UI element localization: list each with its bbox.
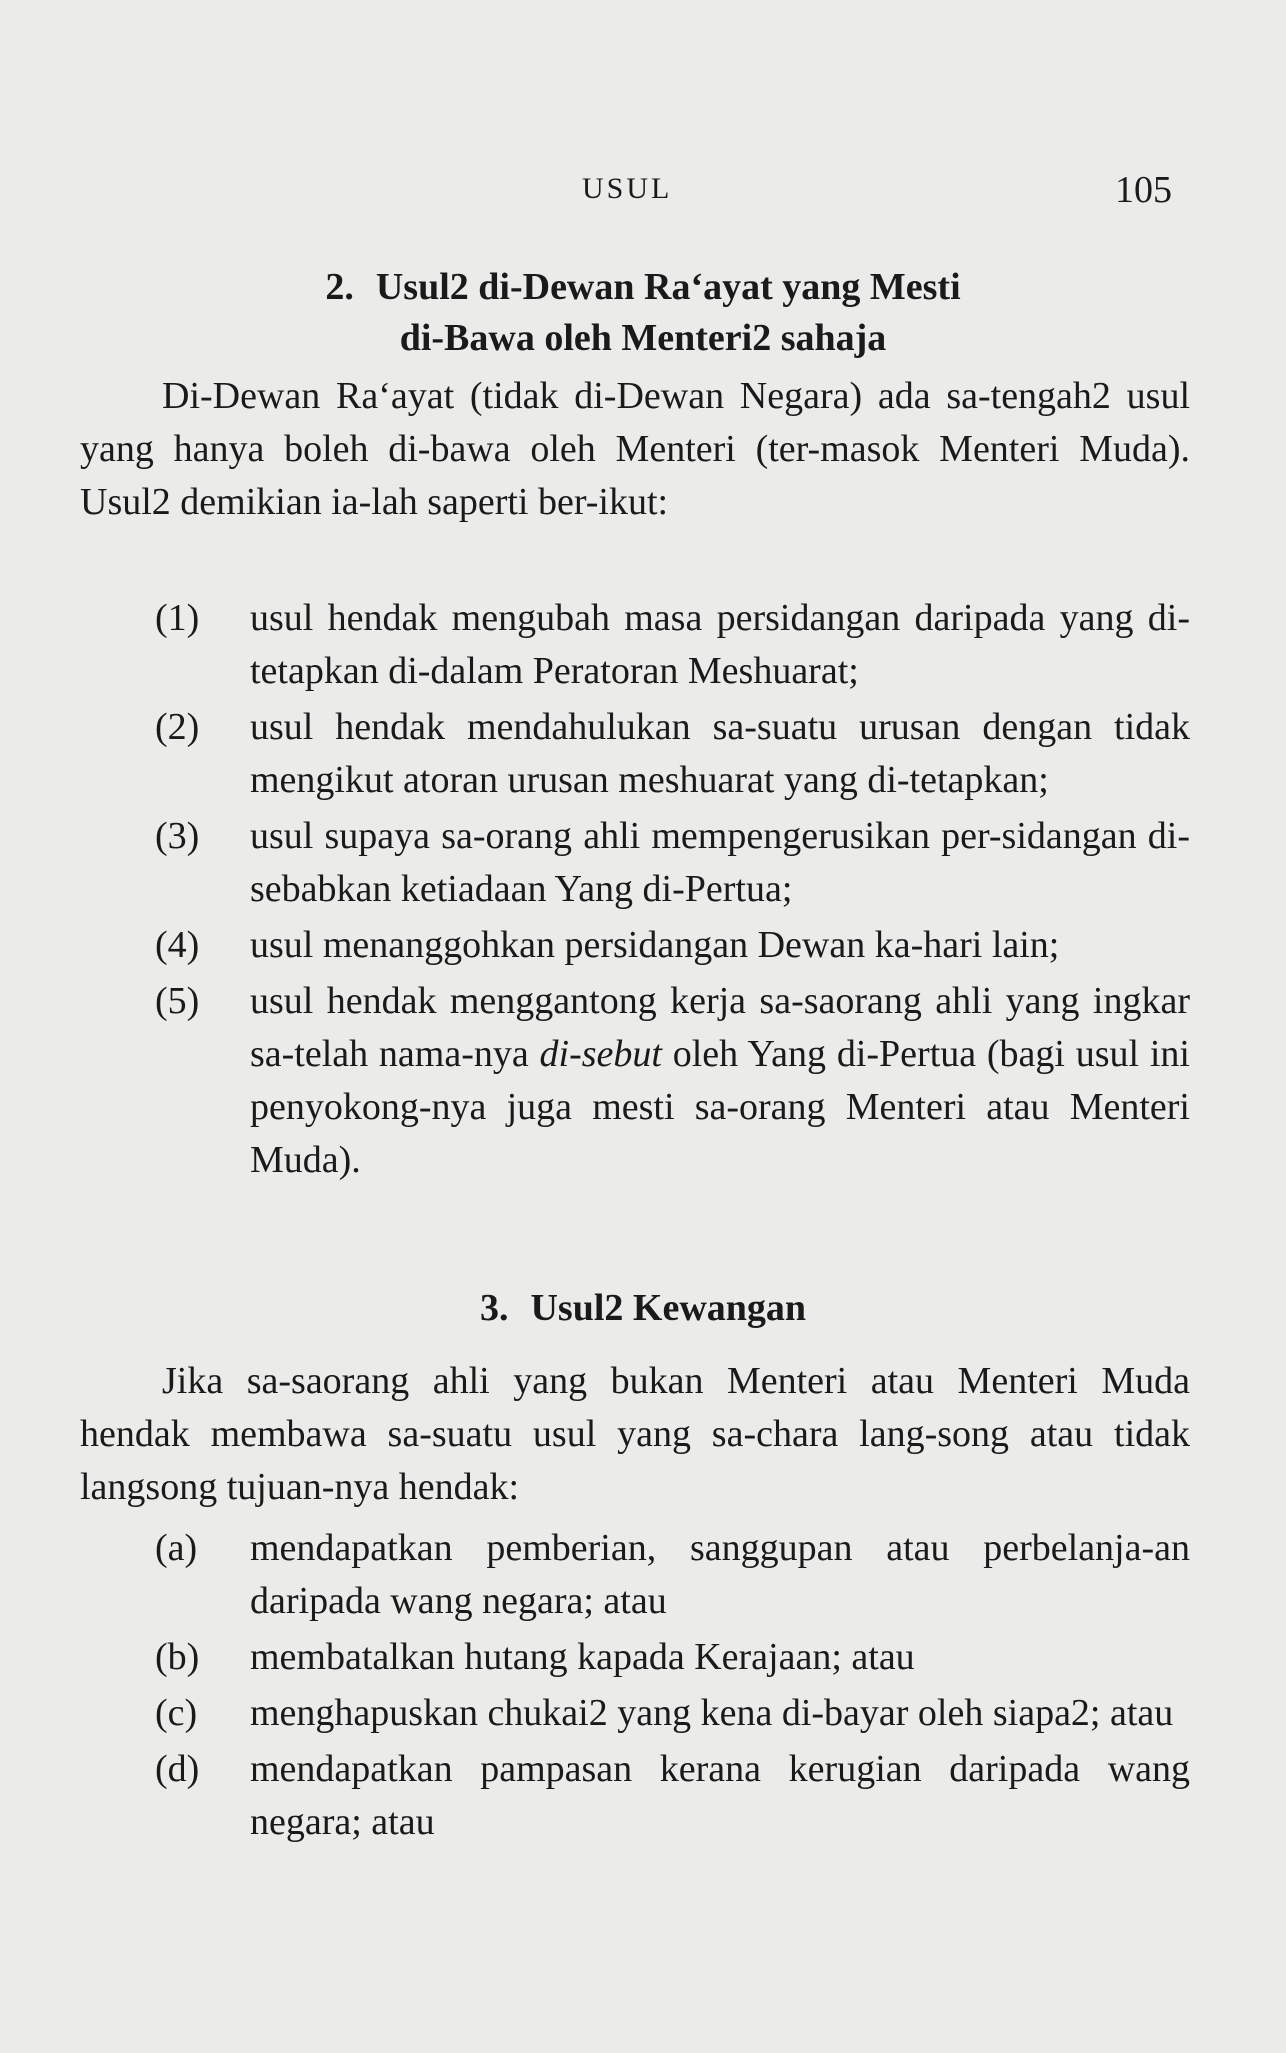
list-item-text: mendapatkan pemberian, sanggupan atau perbelanja-an daripada wang negara; atau (250, 1527, 1190, 1622)
section-3-number: 3. (479, 1287, 509, 1329)
list-item-italic-term: di-sebut (539, 1033, 662, 1075)
list-item-text: membatalkan hutang kapada Kerajaan; atau (250, 1636, 915, 1678)
list-item-marker: (5) (155, 980, 200, 1022)
list-item (155, 975, 1190, 1187)
list-item (155, 1687, 1190, 1740)
section-3-title: Usul2 Kewangan (530, 1287, 807, 1329)
section-2-title-line-2: di-Bawa oleh Menteri2 sahaja (399, 317, 887, 359)
section-2-heading-line-2 (0, 313, 1286, 364)
list-item-text-start: usul hendak menggantong kerja sa-saorang ahli yang ingkar sa-telah nama-nya (250, 980, 1190, 1075)
list-item-marker: (4) (155, 924, 200, 966)
list-item-text: usul supaya sa-orang ahli mempengerusikan per-sidangan di-sebabkan ketiadaan Yang di-Pertua; (250, 815, 1190, 910)
section-2-list (155, 592, 1190, 1190)
page-number: 105 (1115, 169, 1172, 211)
running-head (0, 168, 1286, 211)
section-2-number: 2. (325, 266, 354, 308)
section-2-intro: Di-Dewan Ra‘ayat (tidak di-Dewan Negara) ada sa-tengah2 usul yang hanya boleh di-bawa oleh Menteri (ter-masok Menteri Muda). Usul2 demikian ia-lah saperti ber-ikut: (80, 375, 1190, 523)
section-3-intro: Jika sa-saorang ahli yang bukan Menteri atau Menteri Muda hendak membawa sa-suatu usul yang sa-chara lang-song atau tidak langsong tujuan-nya hendak: (80, 1360, 1190, 1508)
list-item-marker: (c) (155, 1692, 198, 1734)
section-2-title-line-1: Usul2 di-Dewan Ra‘ayat yang Mesti (375, 266, 961, 308)
list-item (155, 1743, 1190, 1849)
list-item (155, 1631, 1190, 1684)
list-item-text: mendapatkan pampasan kerana kerugian daripada wang negara; atau (250, 1748, 1190, 1843)
running-title: USUL (582, 172, 673, 205)
list-item (155, 592, 1190, 698)
list-item (155, 1522, 1190, 1628)
list-item-marker: (b) (155, 1636, 200, 1678)
list-item-text: menghapuskan chukai2 yang kena di-bayar oleh siapa2; atau (250, 1692, 1174, 1734)
list-item-marker: (2) (155, 706, 200, 748)
section-2-heading-line-1 (0, 262, 1286, 313)
list-item-marker: (a) (155, 1527, 198, 1569)
list-item-text: usul menanggohkan persidangan Dewan ka-hari lain; (250, 924, 1060, 966)
list-item-marker: (d) (155, 1748, 200, 1790)
section-3-list (155, 1522, 1190, 1852)
list-item-text: usul hendak mengubah masa persidangan daripada yang di-tetapkan di-dalam Peratoran Meshuarat; (250, 597, 1190, 692)
list-item (155, 701, 1190, 807)
list-item-marker: (3) (155, 815, 200, 857)
list-item-marker: (1) (155, 597, 200, 639)
list-item-text: usul hendak mendahulukan sa-suatu urusan dengan tidak mengikut atoran urusan meshuarat yang di-tetapkan; (250, 706, 1190, 801)
list-item (155, 919, 1190, 972)
section-3-heading (0, 1283, 1286, 1334)
list-item-text-end: oleh Yang di-Pertua (bagi usul ini penyokong-nya juga mesti sa-orang Menteri atau Menteri Muda). (250, 1033, 1190, 1181)
list-item (155, 810, 1190, 916)
